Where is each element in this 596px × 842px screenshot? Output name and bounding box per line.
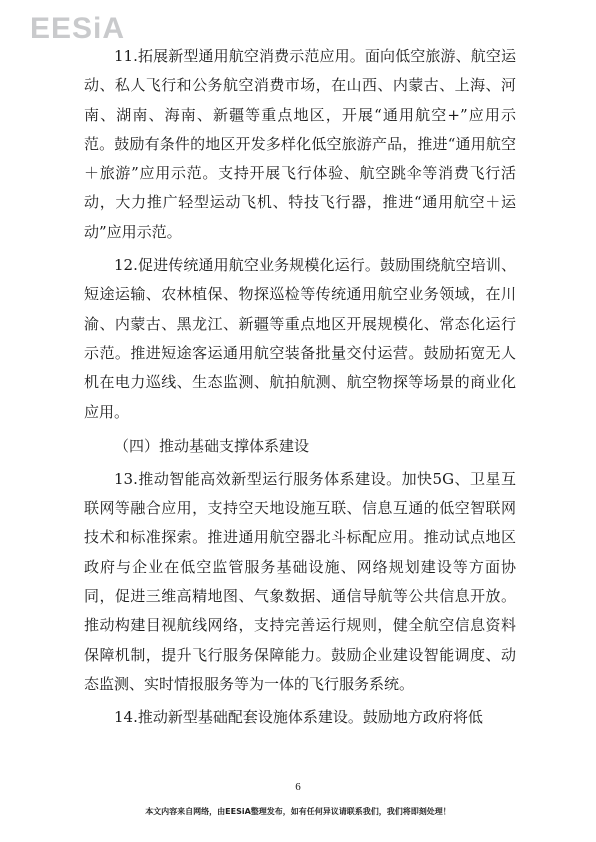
- eesia-logo: EESiA: [30, 12, 126, 45]
- paragraph-11: 11.拓展新型通用航空消费示范应用。面向低空旅游、航空运动、私人飞行和公务航空消费市场，在山西、内蒙古、上海、河南、湖南、海南、新疆等重点地区，开展“通用航空+”应用示范。鼓励有条件的地区开发多样化低空旅游产品，推进“通用航空＋旅游”应用示范。支持开展飞行体验、航空跳伞等消费飞行活动，大力推广轻型运动飞机、特技飞行器，推进“通用航空＋运动”应用示范。: [84, 47, 516, 241]
- page-number: 6: [295, 781, 301, 793]
- section-heading: （四）推动基础支撑体系建设: [114, 436, 310, 455]
- document-body: [84, 42, 516, 733]
- paragraph-14: 14.推动新型基础配套设施体系建设。鼓励地方政府将低: [114, 708, 483, 727]
- footer-disclaimer: 本文内容来自网络，由EESiA整理发布，如有任何异议请联系我们，我们将即刻处理！: [145, 807, 451, 816]
- paragraph-13: 13.推动智能高效新型运行服务体系建设。加快5G、卫星互联网等融合应用，支持空天地设施互联、信息互通的低空智联网技术和标准探索。推进通用航空器北斗标配应用。推动试点地区政府与企业在低空监管服务基础设施、网络规划建设等方面协同，促进三维高精地图、气象数据、通信导航等公共信息开放。推动构建目视航线网络，支持完善运行规则，健全航空信息资料保障机制，提升飞行服务保障能力。鼓励企业建设智能调度、动态监测、实时情报服务等为一体的飞行服务系统。: [84, 469, 516, 693]
- paragraph-12: 12.促进传统通用航空业务规模化运行。鼓励围绕航空培训、短途运输、农林植保、物探巡检等传统通用航空业务领域，在川渝、内蒙古、黑龙江、新疆等重点地区开展规模化、常态化运行示范。推进短途客运通用航空装备批量交付运营。鼓励拓宽无人机在电力巡线、生态监测、航拍航测、航空物探等场景的商业化应用。: [84, 256, 516, 421]
